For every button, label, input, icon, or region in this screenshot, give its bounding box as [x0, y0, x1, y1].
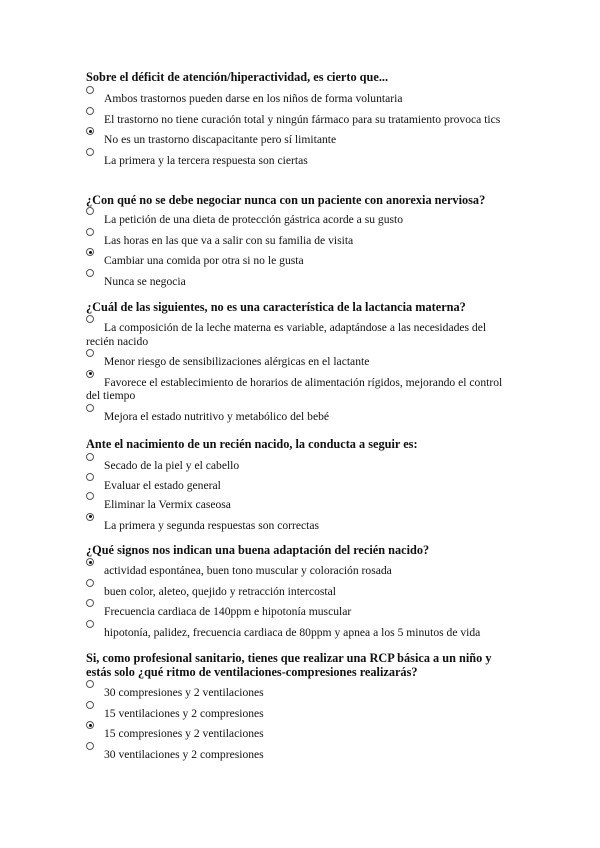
option-label: Cambiar una comida por otra si no le gusta	[104, 254, 304, 267]
question-1	[86, 70, 516, 167]
option-label: La composición de la leche materna es variable, adaptándose a las necesidades del recién nacido	[86, 321, 487, 348]
option-label: Secado de la piel y el cabello	[104, 459, 240, 472]
option-label: 15 ventilaciones y 2 compresiones	[104, 706, 264, 720]
option-label: buen color, aleteo, quejido y retracción intercostal	[104, 584, 336, 598]
option-3-1[interactable]	[86, 321, 516, 348]
option-label: Mejora el estado nutritivo y metabólico del bebé	[104, 409, 330, 423]
radio-button[interactable]	[86, 107, 94, 115]
radio-button[interactable]	[86, 599, 94, 607]
radio-button[interactable]	[86, 579, 94, 587]
question-3	[86, 300, 516, 423]
option-3-4[interactable]	[86, 410, 516, 424]
radio-button[interactable]	[86, 404, 94, 412]
option-2-4[interactable]	[86, 275, 516, 289]
option-label: Menor riesgo de sensibilizaciones alérgicas en el lactante	[104, 355, 370, 368]
question-5	[86, 543, 516, 639]
option-2-1[interactable]	[86, 213, 516, 227]
option-label: Favorece el establecimiento de horarios de alimentación rígidos, mejorando el control del tiempo	[86, 375, 503, 402]
question-title: Ante el nacimiento de un recién nacido, la conducta a seguir es:	[86, 437, 418, 451]
radio-button[interactable]	[86, 680, 94, 688]
option-label: 15 compresiones y 2 ventilaciones	[104, 727, 264, 740]
radio-button[interactable]	[86, 620, 94, 628]
radio-button[interactable]	[86, 207, 94, 215]
radio-button[interactable]	[86, 492, 94, 500]
question-title: ¿Qué signos nos indican una buena adaptación del recién nacido?	[86, 543, 430, 557]
option-label: Las horas en las que va a salir con su familia de visita	[104, 233, 354, 247]
radio-button-selected[interactable]	[86, 370, 94, 378]
question-title: ¿Con qué no se debe negociar nunca con un paciente con anorexia nerviosa?	[86, 193, 486, 207]
option-6-3[interactable]	[86, 727, 516, 741]
option-5-3[interactable]	[86, 605, 516, 619]
question-2	[86, 193, 516, 288]
option-4-2[interactable]	[86, 479, 516, 493]
radio-button-selected[interactable]	[86, 721, 94, 729]
question-title: Sobre el déficit de atención/hiperactividad, es cierto que...	[86, 70, 389, 84]
option-4-3[interactable]	[86, 498, 516, 512]
radio-button-selected[interactable]	[86, 248, 94, 256]
option-6-2[interactable]	[86, 707, 516, 721]
radio-button[interactable]	[86, 86, 94, 94]
option-2-2[interactable]	[86, 234, 516, 248]
radio-button[interactable]	[86, 701, 94, 709]
option-1-2[interactable]	[86, 113, 516, 127]
option-5-4[interactable]	[86, 626, 516, 640]
option-3-3[interactable]	[86, 376, 516, 403]
question-4	[86, 437, 516, 532]
radio-button[interactable]	[86, 349, 94, 357]
option-1-1[interactable]	[86, 92, 516, 106]
option-label: Evaluar el estado general	[104, 478, 221, 492]
option-label: Frecuencia cardiaca de 140ppm e hipotonía muscular	[104, 605, 352, 618]
radio-button[interactable]	[86, 228, 94, 236]
option-4-4[interactable]	[86, 519, 516, 533]
question-title: Si, como profesional sanitario, tienes que realizar una RCP básica a un niño y estás solo ¿qué ritmo de ventilaciones-compresiones realizarás?	[86, 651, 492, 679]
option-5-2[interactable]	[86, 585, 516, 599]
option-label: hipotonía, palidez, frecuencia cardiaca de 80ppm y apnea a los 5 minutos de vida	[104, 625, 481, 639]
option-label: Ambos trastornos pueden darse en los niños de forma voluntaria	[104, 92, 403, 105]
radio-button[interactable]	[86, 453, 94, 461]
option-label: 30 compresiones y 2 ventilaciones	[104, 686, 264, 699]
radio-button[interactable]	[86, 473, 94, 481]
option-label: actividad espontánea, buen tono muscular y coloración rosada	[104, 564, 392, 577]
radio-button-selected[interactable]	[86, 513, 94, 521]
radio-button[interactable]	[86, 742, 94, 750]
radio-button[interactable]	[86, 269, 94, 277]
option-5-1[interactable]	[86, 564, 516, 578]
option-4-1[interactable]	[86, 459, 516, 473]
option-2-3[interactable]	[86, 254, 516, 268]
radio-button-selected[interactable]	[86, 127, 94, 135]
option-label: La petición de una dieta de protección gástrica acorde a su gusto	[104, 213, 404, 226]
question-title: ¿Cuál de las siguientes, no es una característica de la lactancia materna?	[86, 300, 466, 314]
option-1-4[interactable]	[86, 154, 516, 168]
option-label: Eliminar la Vermix caseosa	[104, 498, 231, 511]
option-label: El trastorno no tiene curación total y ningún fármaco para su tratamiento provoca tics	[104, 112, 501, 126]
option-6-1[interactable]	[86, 686, 516, 700]
option-label: La primera y la tercera respuesta son ciertas	[104, 153, 308, 167]
radio-button-selected[interactable]	[86, 558, 94, 566]
radio-button[interactable]	[86, 148, 94, 156]
option-label: Nunca se negocia	[104, 274, 186, 288]
radio-button[interactable]	[86, 315, 94, 323]
option-6-4[interactable]	[86, 748, 516, 762]
option-1-3[interactable]	[86, 133, 516, 147]
option-label: No es un trastorno discapacitante pero sí limitante	[104, 133, 337, 146]
option-label: 30 ventilaciones y 2 compresiones	[104, 747, 264, 761]
question-6	[86, 651, 516, 761]
option-3-2[interactable]	[86, 355, 516, 369]
option-label: La primera y segunda respuestas son correctas	[104, 518, 320, 532]
